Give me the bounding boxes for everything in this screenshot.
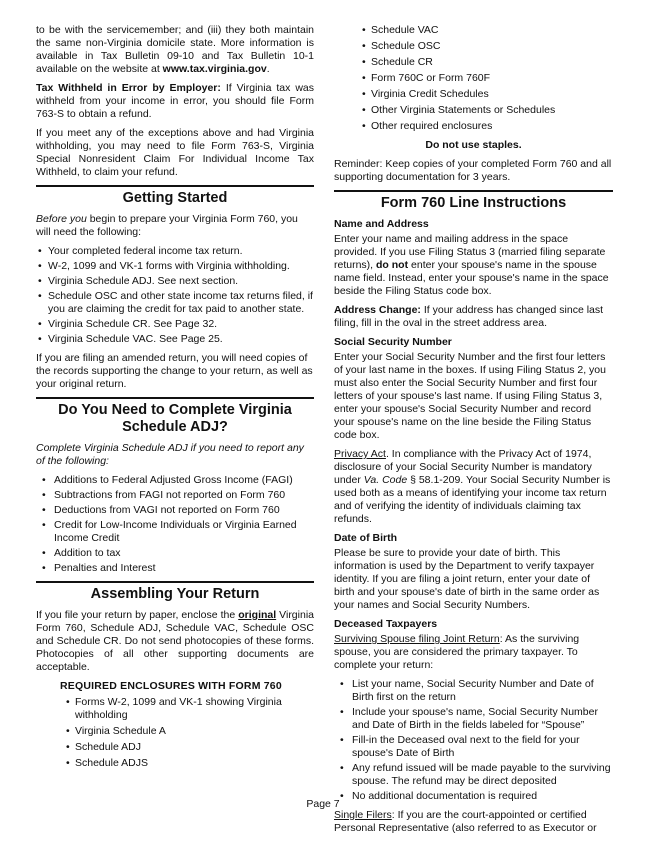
list-item: • Deductions from VAGI not reported on Form 760 <box>36 504 314 517</box>
list-item: • Other Virginia Statements or Schedules <box>360 104 613 117</box>
list-item: • Schedule ADJ <box>64 741 314 754</box>
list-item: • Forms W-2, 1099 and VK-1 showing Virginia withholding <box>64 696 314 722</box>
deceased-list <box>334 678 613 803</box>
list-item: • Virginia Credit Schedules <box>360 88 613 101</box>
ssn-heading: Social Security Number <box>334 336 452 348</box>
list-item: • Schedule CR <box>360 56 613 69</box>
name-address-paragraph: Enter your name and mailing address in the space provided. If you use Filing Status 3 (married filing separate returns), do not enter your spouse's name in the spouse name field. Instead, enter your spouse's name in the space beside the Filing Status code box. <box>334 233 609 297</box>
list-item: • No additional documentation is required <box>334 790 613 803</box>
schedule-adj-list <box>36 474 314 575</box>
enclosures-list <box>64 696 314 770</box>
deceased-heading: Deceased Taxpayers <box>334 618 438 630</box>
list-item: • Schedule OSC and other state income tax returns filed, if you are claiming the credit for tax paid to another state. <box>36 290 314 316</box>
list-item: • W-2, 1099 and VK-1 forms with Virginia withholding. <box>36 260 314 273</box>
list-item: • Virginia Schedule A <box>64 725 314 738</box>
list-item: • Credit for Low-Income Individuals or Virginia Earned Income Credit <box>36 519 314 545</box>
website-link[interactable]: www.tax.virginia.gov <box>162 63 267 75</box>
reminder-paragraph: Reminder: Keep copies of your completed Form 760 and all supporting documentation for 3 years. <box>334 158 612 183</box>
surviving-spouse-paragraph: Surviving Spouse filing Joint Return: As the surviving spouse, you are considered the primary taxpayer. To complete your return: <box>334 633 580 671</box>
address-change-paragraph: Address Change: If your address has changed since last filing, fill in the oval in the street address area. <box>334 304 604 329</box>
list-item: • Include your spouse's name, Social Security Number and Date of Birth in the fields labeled for “Spouse” <box>334 706 613 732</box>
amended-paragraph: If you are filing an amended return, you will need copies of the records supporting the change to your return, as well as your original return. <box>36 352 313 390</box>
ssn-paragraph: Enter your Social Security Number and the first four letters of your last name in the boxes. If using Filing Status 2, you must also enter the Social Security Number and first four letters of your spouse's last name. If using Filing Status 3, enter your spouse's Social Security Number and record your spouse's name on the line beside the Filing Status code box. <box>334 351 606 441</box>
list-item: • Schedule VAC <box>360 24 613 37</box>
getting-started-list <box>36 245 314 346</box>
right-column <box>334 24 613 841</box>
list-item: • Subtractions from FAGI not reported on Form 760 <box>36 489 314 502</box>
list-item: • Fill-in the Deceased oval next to the field for your spouse's Date of Birth <box>334 734 613 760</box>
assembling-paragraph: If you file your return by paper, enclose the original Virginia Form 760, Schedule ADJ, Schedule VAC, Schedule OSC and Schedule CR. Do not send photocopies of these forms. Photocopies of all other supporting documents are acceptable. <box>36 609 314 673</box>
list-item: • Addition to tax <box>36 547 314 560</box>
name-address-heading: Name and Address <box>334 218 429 230</box>
getting-started-intro: Before you begin to prepare your Virginia Form 760, you will need the following: <box>36 213 298 238</box>
privacy-act-paragraph: Privacy Act. In compliance with the Privacy Act of 1974, disclosure of your Social Security Number is mandatory under Va. Code § 58.1-209. Your Social Security Number is used both as a means of identifying your income tax return and of verifying the identity of individuals claiming tax refunds. <box>334 448 611 525</box>
dob-paragraph: Please be sure to provide your date of birth. This information is used by the Department to verify taxpayer identity. If you are filing a joint return, enter your date of birth and your spouse's date of birth in the same order as your names and Social Security Numbers. <box>334 547 600 611</box>
exceptions-paragraph: If you meet any of the exceptions above and had Virginia withholding, you may need to file Form 763-S, Virginia Special Nonresident Claim For Individual Income Tax Withheld, to claim your refund. <box>36 127 314 178</box>
no-staples-note: Do not use staples. <box>425 139 522 151</box>
enclosures-heading: REQUIRED ENCLOSURES WITH FORM 760 <box>60 680 282 692</box>
getting-started-heading: Getting Started <box>36 185 314 207</box>
list-item: • Any refund issued will be made payable to the surviving spouse. The refund may be direct deposited <box>334 762 613 788</box>
list-item: • Other required enclosures <box>360 120 613 133</box>
list-item: • List your name, Social Security Number and Date of Birth first on the return <box>334 678 613 704</box>
list-item: • Your completed federal income tax return. <box>36 245 314 258</box>
list-item: • Schedule ADJS <box>64 757 314 770</box>
list-item: • Virginia Schedule CR. See Page 32. <box>36 318 314 331</box>
left-column <box>36 24 314 776</box>
line-instructions-heading: Form 760 Line Instructions <box>334 190 613 212</box>
schedule-adj-intro: Complete Virginia Schedule ADJ if you need to report any of the following: <box>36 442 304 467</box>
list-item: • Form 760C or Form 760F <box>360 72 613 85</box>
schedule-adj-heading: Do You Need to Complete Virginia Schedule ADJ? <box>36 397 314 436</box>
list-item: • Additions to Federal Adjusted Gross Income (FAGI) <box>36 474 314 487</box>
assembling-heading: Assembling Your Return <box>36 581 314 603</box>
list-item: • Penalties and Interest <box>36 562 314 575</box>
withheld-error-paragraph: Tax Withheld in Error by Employer: If Virginia tax was withheld from your income in error, you should file Form 763-S to obtain a refund. <box>36 82 314 120</box>
dob-heading: Date of Birth <box>334 532 397 544</box>
enclosures-list-continued <box>360 24 613 133</box>
single-filers-paragraph: Single Filers: If you are the court-appointed or certified Personal Representative (also referred to as Executor or <box>334 809 597 834</box>
page-number: Page 7 <box>306 798 340 810</box>
list-item: • Virginia Schedule VAC. See Page 25. <box>36 333 314 346</box>
list-item: • Schedule OSC <box>360 40 613 53</box>
servicemember-paragraph: to be with the servicemember; and (iii) they both maintain the same non-Virginia domicile state. More information is available in Tax Bulletin 09-10 and Tax Bulletin 10-1 available on the website at www.tax.virginia.gov. <box>36 24 314 75</box>
list-item: • Virginia Schedule ADJ. See next section. <box>36 275 314 288</box>
